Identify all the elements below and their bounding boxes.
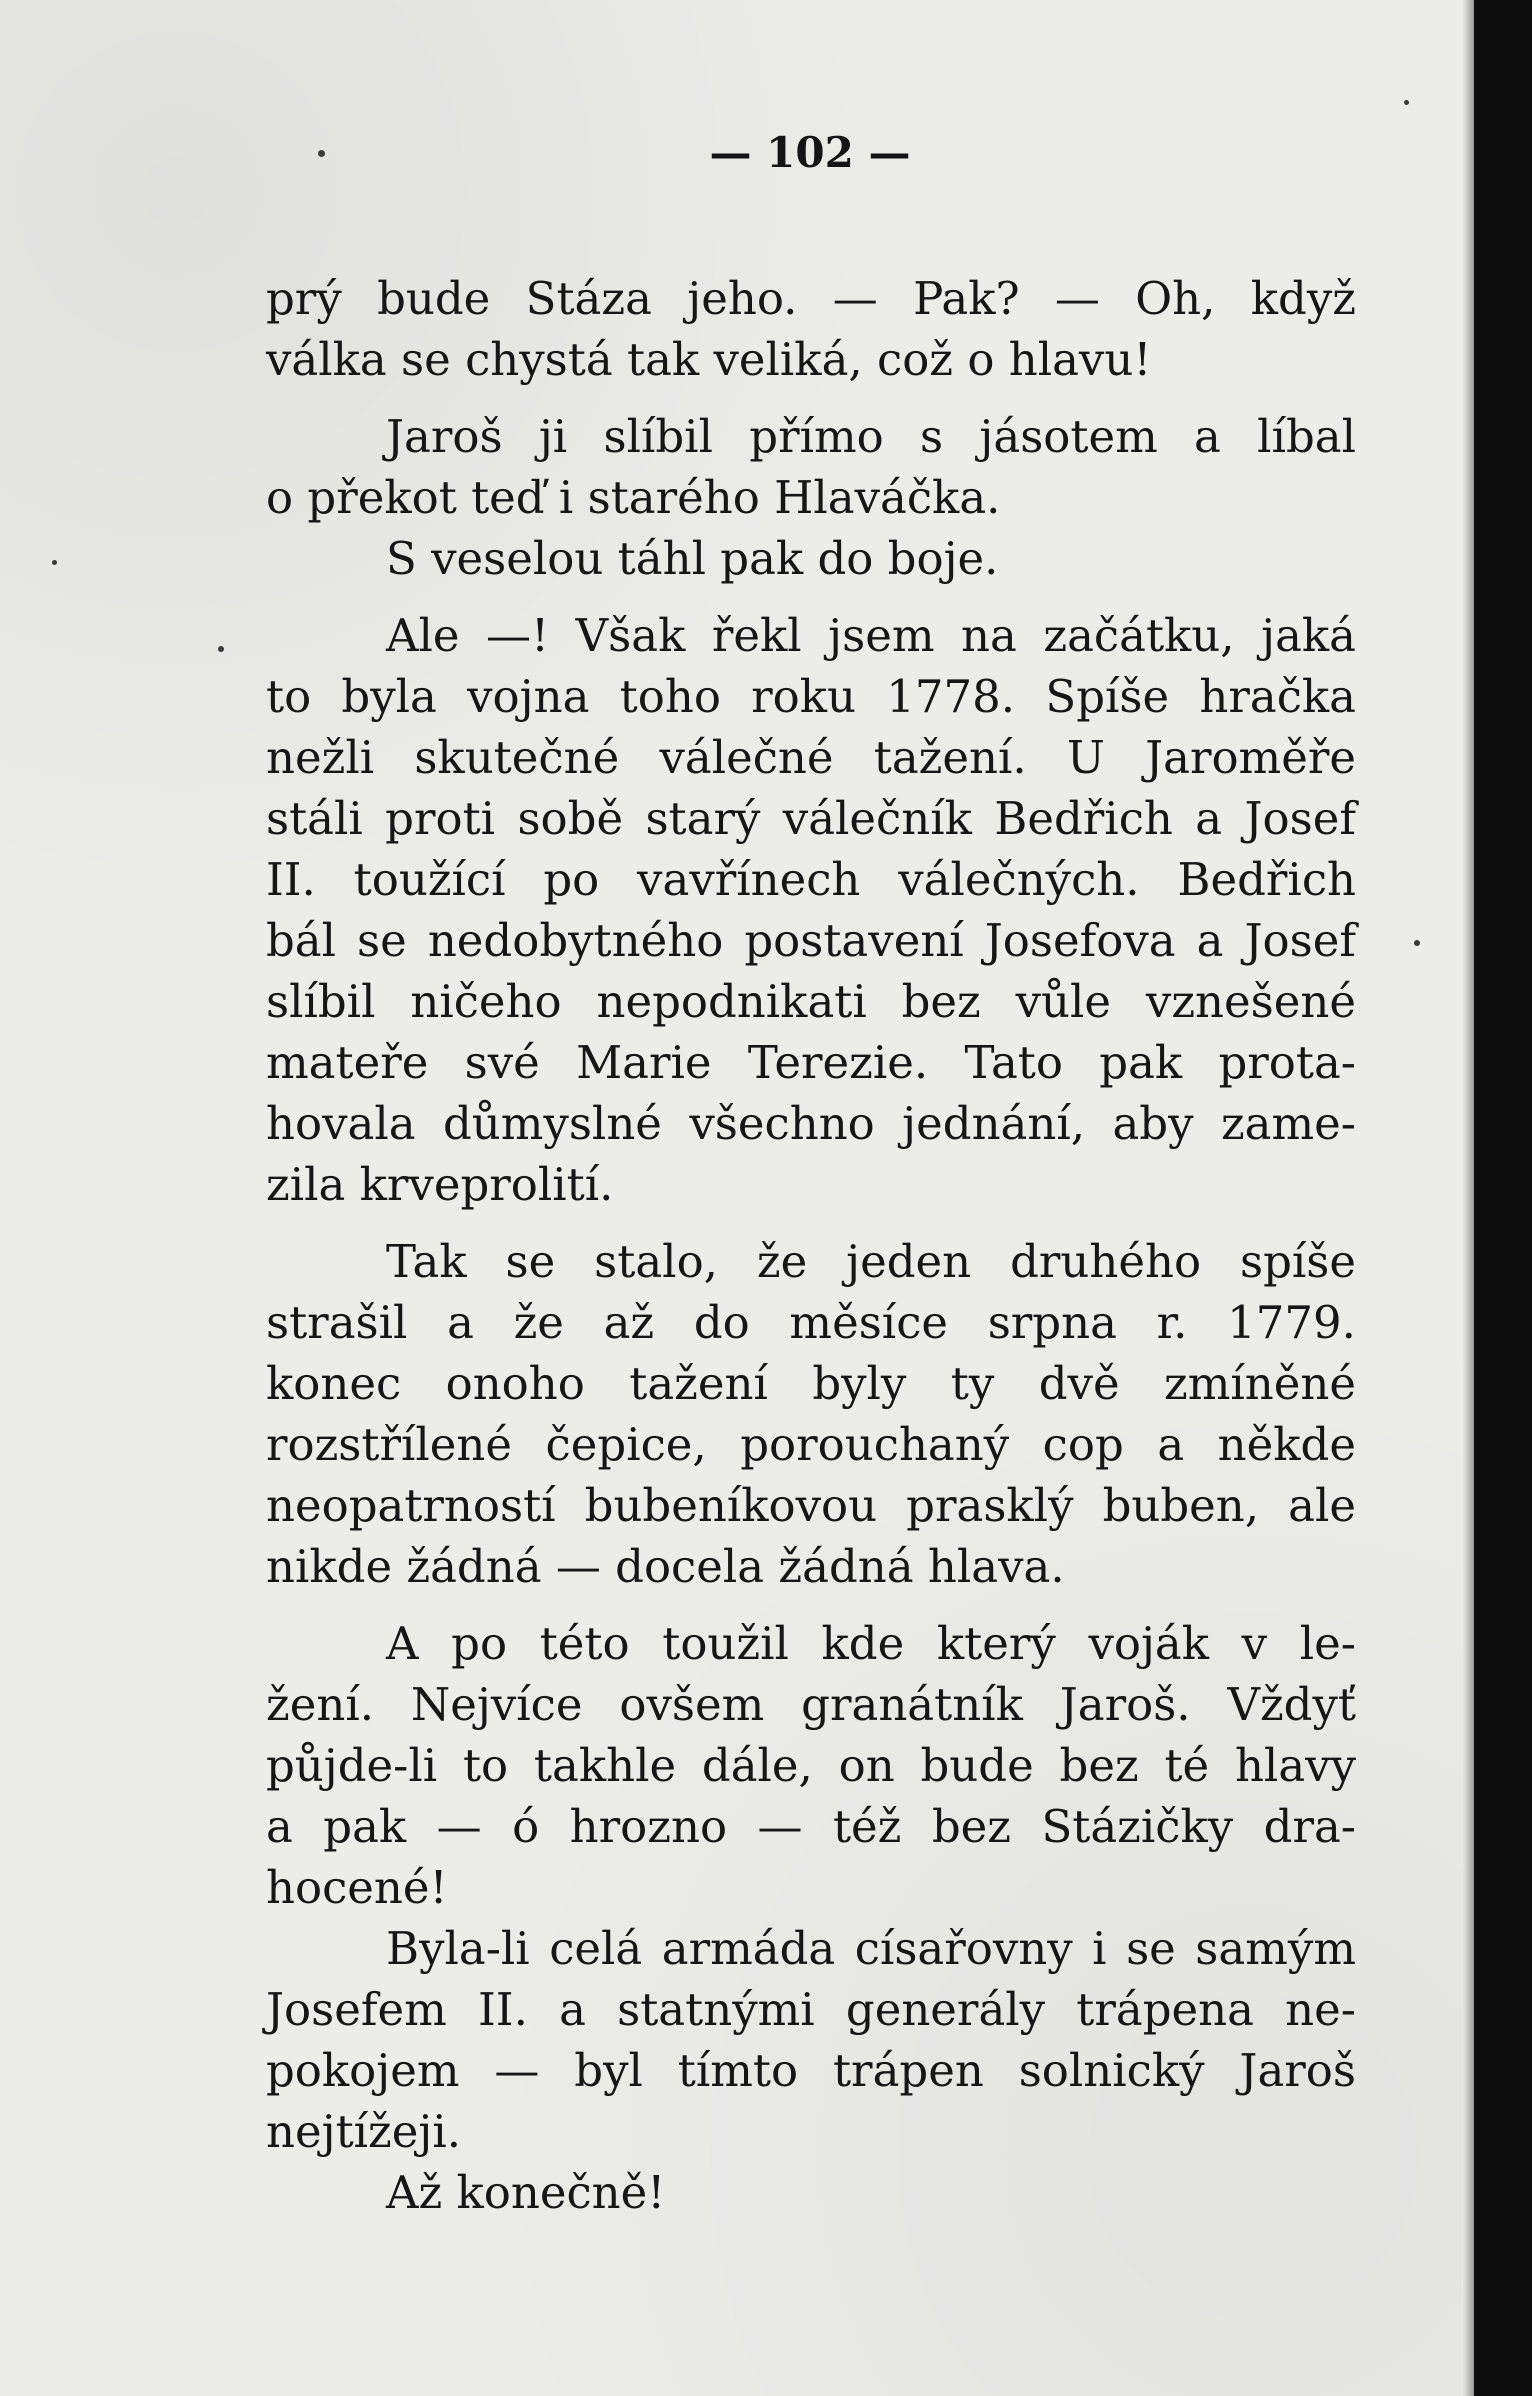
text-line: pokojem — byl tímto trápen solnický Jaroš xyxy=(266,2044,1356,2097)
text-line: II. toužící po vavřínech válečných. Bedřich xyxy=(266,853,1356,906)
text-line: Jaroš ji slíbil přímo s jásotem a líbal xyxy=(386,410,1356,463)
text-line: bál se nedobytného postavení Josefova a Josef xyxy=(266,914,1356,967)
text-line: hovala důmyslné všechno jednání, aby zame- xyxy=(266,1097,1356,1150)
text-line: Až konečně! xyxy=(386,2166,666,2219)
text-line: Josefem II. a statnými generály trápena ne- xyxy=(266,1983,1356,2036)
text-line: stáli proti sobě starý válečník Bedřich a Josef xyxy=(266,792,1356,845)
text-line: S veselou táhl pak do boje. xyxy=(386,532,999,585)
paragraph xyxy=(266,1918,1356,2162)
paragraph xyxy=(266,528,1356,589)
text-line: a pak — ó hrozno — též bez Stázičky dra- xyxy=(266,1800,1356,1853)
text-line: o překot teď i starého Hlaváčka. xyxy=(266,471,1001,524)
text-line: Ale —! Však řekl jsem na začátku, jaká xyxy=(386,609,1356,662)
print-speck xyxy=(52,560,57,565)
text-line: Tak se stalo, že jeden druhého spíše xyxy=(386,1235,1356,1288)
text-line: nejtížeji. xyxy=(266,2105,462,2158)
text-line: nikde žádná — docela žádná hlava. xyxy=(266,1540,1065,1593)
text-line: prý bude Stáza jeho. — Pak? — Oh, když xyxy=(266,272,1356,325)
paragraph xyxy=(266,268,1356,390)
body-text xyxy=(266,268,1356,2223)
book-spine xyxy=(1474,0,1532,2396)
text-line: nežli skutečné válečné tažení. U Jaroměře xyxy=(266,731,1356,784)
text-line: rozstřílené čepice, porouchaný cop a někde xyxy=(266,1418,1356,1471)
text-line: Byla-li celá armáda císařovny i se samým xyxy=(386,1922,1356,1975)
text-line: žení. Nejvíce ovšem granátník Jaroš. Vždyť xyxy=(266,1678,1356,1731)
text-line: neopatrností bubeníkovou prasklý buben, ale xyxy=(266,1479,1356,1532)
text-line: hocené! xyxy=(266,1861,448,1914)
text-line: A po této toužil kde který voják v le- xyxy=(386,1617,1356,1670)
paragraph xyxy=(266,605,1356,1215)
text-line: mateře své Marie Terezie. Tato pak prota- xyxy=(266,1036,1356,1089)
paragraph xyxy=(266,1231,1356,1597)
print-speck xyxy=(1404,100,1409,105)
paragraph xyxy=(266,1613,1356,1918)
text-line: válka se chystá tak veliká, což o hlavu! xyxy=(266,333,1152,386)
text-line: zila krveprolití. xyxy=(266,1158,614,1211)
page-number: — 102 — xyxy=(709,128,911,177)
paragraph xyxy=(266,2162,1356,2223)
print-speck xyxy=(1414,940,1420,946)
page-edge-shadow xyxy=(1462,0,1474,2396)
text-line: strašil a že až do měsíce srpna r. 1779. xyxy=(266,1296,1356,1349)
print-speck xyxy=(218,646,224,652)
paragraph xyxy=(266,406,1356,528)
text-line: konec onoho tažení byly ty dvě zmíněné xyxy=(266,1357,1356,1410)
text-line: to byla vojna toho roku 1778. Spíše hračka xyxy=(266,670,1356,723)
text-line: slíbil ničeho nepodnikati bez vůle vznešené xyxy=(266,975,1356,1028)
text-line: půjde-li to takhle dále, on bude bez té hlavy xyxy=(266,1739,1356,1792)
